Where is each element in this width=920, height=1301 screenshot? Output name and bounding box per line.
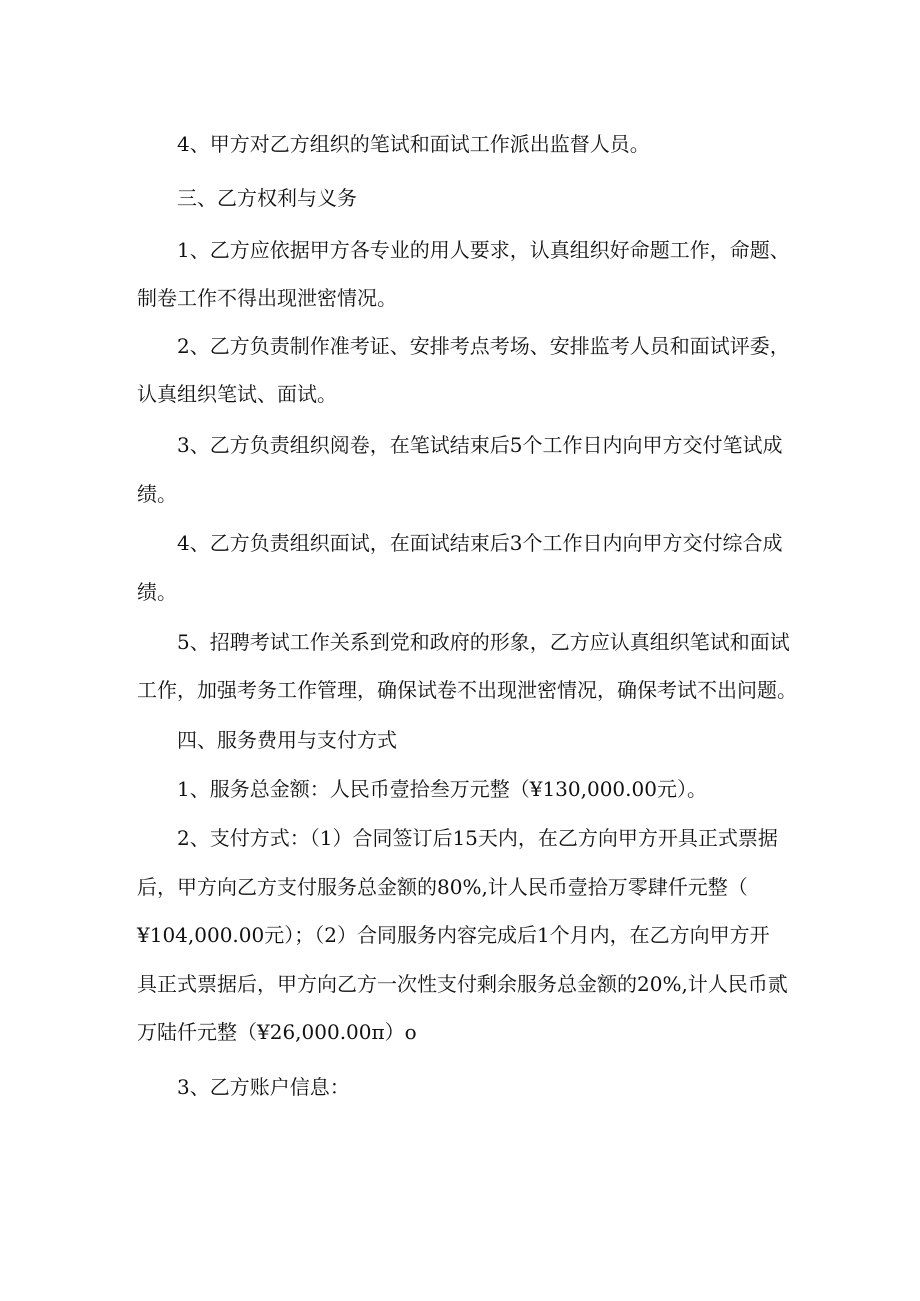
text-line: 2、乙方负责制作准考证、安排考点考场、安排监考人员和面试评委， [177, 334, 790, 358]
text-line: 绩。 [137, 482, 177, 506]
text-line: 2、支付方式：（1）合同签订后15天内，在乙方向甲方开具正式票据 [177, 826, 778, 850]
text-line: 4、甲方对乙方组织的笔试和面试工作派出监督人员。 [177, 132, 650, 156]
text-line: 4、乙方负责组织面试，在面试结束后3个工作日内向甲方交付综合成 [177, 531, 783, 555]
text-line: 3、乙方负责组织阅卷，在笔试结束后5个工作日内向甲方交付笔试成 [177, 433, 783, 457]
section-heading: 三、乙方权利与义务 [177, 186, 357, 210]
text-line: 制卷工作不得出现泄密情况。 [137, 286, 397, 310]
section-heading: 四、服务费用与支付方式 [177, 728, 397, 752]
text-line: 万陆仟元整（¥26,000.00π）o [137, 1020, 417, 1044]
text-line: 5、招聘考试工作关系到党和政府的形象，乙方应认真组织笔试和面试 [177, 630, 790, 654]
text-line: 1、乙方应依据甲方各专业的用人要求，认真组织好命题工作，命题、 [177, 238, 790, 262]
text-line: 认真组织笔试、面试。 [137, 382, 337, 406]
text-line: 3、乙方账户信息： [177, 1075, 350, 1099]
text-line: 具正式票据后，甲方向乙方一次性支付剩余服务总金额的20%,计人民币贰 [137, 972, 788, 996]
text-line: 绩。 [137, 580, 177, 604]
text-line: ¥104,000.00元）；（2）合同服务内容完成后1个月内，在乙方向甲方开 [137, 923, 770, 947]
text-line: 后，甲方向乙方支付服务总金额的80%,计人民币壹拾万零肆仟元整（ [137, 875, 748, 899]
text-line: 工作，加强考务工作管理，确保试卷不出现泄密情况，确保考试不出问题。 [137, 678, 797, 702]
text-line: 1、服务总金额：人民币壹拾叁万元整（¥130,000.00元）。 [177, 777, 707, 801]
